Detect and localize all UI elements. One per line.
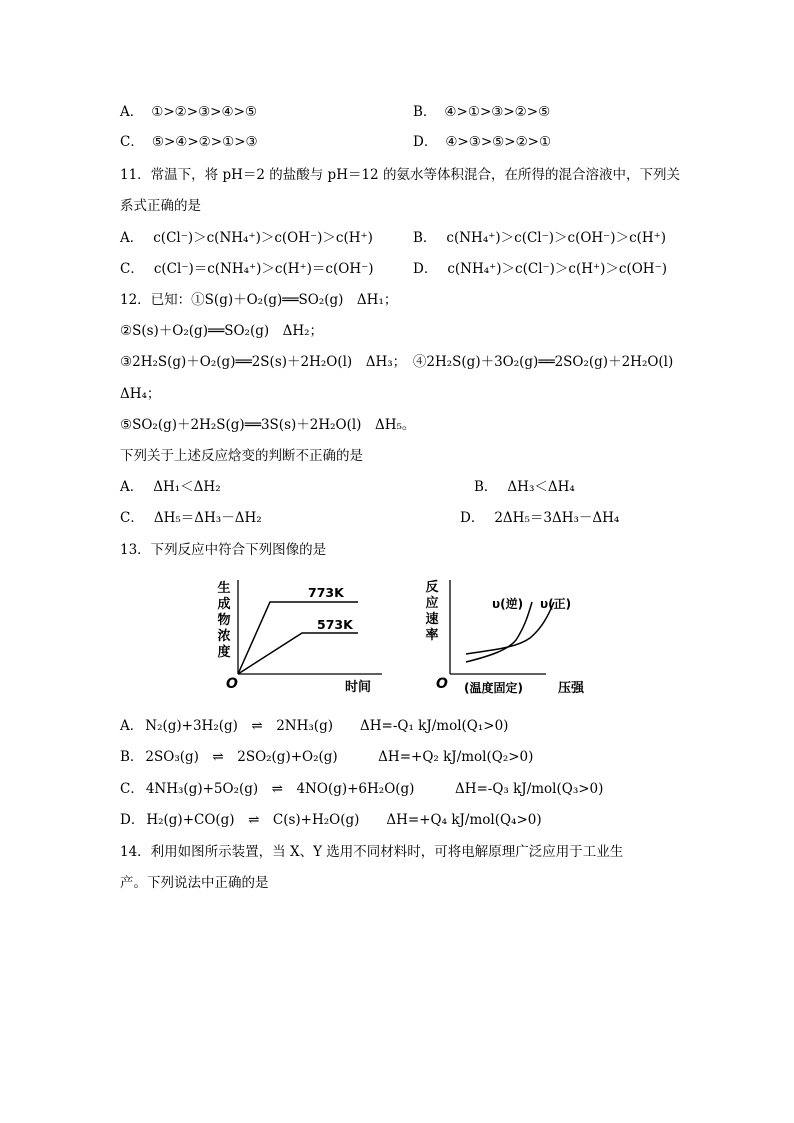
option-label: B． xyxy=(413,104,437,120)
curve-label-forward: υ(正) xyxy=(540,597,572,611)
q11-option-a xyxy=(120,229,373,247)
q12-line5: ⑤SO₂(g)＋2H₂S(g)══3S(s)＋2H₂O(l) ΔH₅。 xyxy=(120,417,416,433)
curve-label-773k: 773K xyxy=(308,585,344,600)
q11-stem-line2: 系式正确的是 xyxy=(120,198,201,214)
option-text: ΔH₃＜ΔH₄ xyxy=(507,479,575,495)
y-axis-label-char: 度 xyxy=(217,645,231,660)
q12-question: 下列关于上述反应焓变的判断不正确的是 xyxy=(120,448,363,464)
option-label: D． xyxy=(413,261,438,277)
option-text: ④>①>③>②>⑤ xyxy=(444,104,551,120)
q14-line2: 产。下列说法中正确的是 xyxy=(120,875,269,891)
option-label: C． xyxy=(120,781,144,797)
y-axis-label-char: 速 xyxy=(425,612,439,627)
option-text: c(NH₄⁺)＞c(Cl⁻)＞c(OH⁻)＞c(H⁺) xyxy=(446,230,667,246)
q12-option-d xyxy=(460,509,619,527)
q12-line4: ΔH₄； xyxy=(120,386,161,402)
q10-option-a xyxy=(120,103,257,121)
curve-573k xyxy=(238,633,358,674)
y-axis-label-char: 反 xyxy=(425,580,439,595)
x-axis-label: 压强 xyxy=(558,681,585,696)
option-text: ΔH₅＝ΔH₃－ΔH₂ xyxy=(153,510,262,526)
option-label: A． xyxy=(120,104,144,120)
option-text: 2ΔH₅＝3ΔH₃－ΔH₄ xyxy=(494,510,620,526)
option-label: B． xyxy=(120,749,144,765)
q13-stem: 13．下列反应中符合下列图像的是 xyxy=(120,542,327,558)
option-text: ④>③>⑤>②>① xyxy=(445,134,552,150)
option-label: C． xyxy=(120,510,144,526)
concentration-time-graph xyxy=(210,578,390,696)
y-axis-label-char: 浓 xyxy=(217,629,231,644)
q12-option-b xyxy=(474,478,575,496)
y-axis-label-char: 物 xyxy=(217,613,231,628)
option-label: A． xyxy=(120,230,144,246)
q11-option-b xyxy=(413,229,666,247)
curve-label-573k: 573K xyxy=(317,617,353,632)
option-text: c(Cl⁻)＝c(NH₄⁺)＞c(H⁺)＝c(OH⁻) xyxy=(153,261,374,277)
y-axis-label-char: 生 xyxy=(217,581,231,596)
q12-line2: ②S(s)＋O₂(g)══SO₂(g) ΔH₂； xyxy=(120,323,324,339)
option-label: A． xyxy=(120,479,144,495)
q10-option-b xyxy=(413,103,550,121)
option-text: ΔH₁＜ΔH₂ xyxy=(153,479,221,495)
option-text: ⑤>④>②>①>③ xyxy=(151,134,258,150)
origin-label: O xyxy=(226,676,238,692)
q12-option-c xyxy=(120,509,262,527)
x-axis-label: 时间 xyxy=(345,680,372,695)
graph-note: (温度固定) xyxy=(464,681,523,695)
rate-pressure-graph xyxy=(420,576,600,696)
option-text: H₂(g)+CO(g) ⇌ C(s)+H₂O(g) ΔH=+Q₄ kJ/mol(Q₄>0) xyxy=(146,812,542,828)
q10-option-d xyxy=(413,133,551,151)
y-axis-label-char: 应 xyxy=(425,596,439,611)
option-label: C． xyxy=(120,261,144,277)
q11-option-d xyxy=(413,260,667,278)
y-axis-label-char: 成 xyxy=(217,597,231,612)
option-text: N₂(g)+3H₂(g) ⇌ 2NH₃(g) ΔH=-Q₁ kJ/mol(Q₁>0) xyxy=(145,718,509,734)
q13-option-d xyxy=(120,811,542,829)
q13-option-c xyxy=(120,780,603,798)
curve-label-reverse: υ(逆) xyxy=(492,597,524,611)
q11-option-c xyxy=(120,260,373,278)
option-text: ①>②>③>④>⑤ xyxy=(151,104,258,120)
q12-option-a xyxy=(120,478,221,496)
option-label: B． xyxy=(413,230,437,246)
option-label: D． xyxy=(413,134,438,150)
option-label: B． xyxy=(474,479,498,495)
option-text: c(NH₄⁺)＞c(Cl⁻)＞c(H⁺)＞c(OH⁻) xyxy=(447,261,667,277)
option-label: D． xyxy=(120,812,145,828)
option-text: 4NH₃(g)+5O₂(g) ⇌ 4NO(g)+6H₂O(g) ΔH=-Q₃ kJ/mol(Q₃>0) xyxy=(145,781,604,797)
origin-label: O xyxy=(436,676,448,692)
q10-option-c xyxy=(120,133,258,151)
q13-option-a xyxy=(120,717,508,735)
q13-option-b xyxy=(120,748,533,766)
q14-line1: 14．利用如图所示装置，当 X、Y 选用不同材料时，可将电解原理广泛应用于工业生 xyxy=(120,844,624,860)
y-axis-label-char: 率 xyxy=(425,628,439,643)
q12-line1: 12．已知：①S(g)＋O₂(g)══SO₂(g) ΔH₁； xyxy=(120,292,398,308)
option-label: D． xyxy=(460,510,485,526)
q12-line3: ③2H₂S(g)＋O₂(g)══2S(s)＋2H₂O(l) ΔH₃； ④2H₂S(g)＋3O₂(g)══2SO₂(g)＋2H₂O(l) xyxy=(120,354,674,370)
option-text: c(Cl⁻)＞c(NH₄⁺)＞c(OH⁻)＞c(H⁺) xyxy=(153,230,373,246)
option-label: A． xyxy=(120,718,144,734)
option-text: 2SO₃(g) ⇌ 2SO₂(g)+O₂(g) ΔH=+Q₂ kJ/mol(Q₂>0) xyxy=(145,749,534,765)
q11-stem-line1: 11．常温下，将 pH＝2 的盐酸与 pH＝12 的氨水等体积混合，在所得的混合溶液中，下列关 xyxy=(120,167,680,183)
option-label: C． xyxy=(120,134,144,150)
